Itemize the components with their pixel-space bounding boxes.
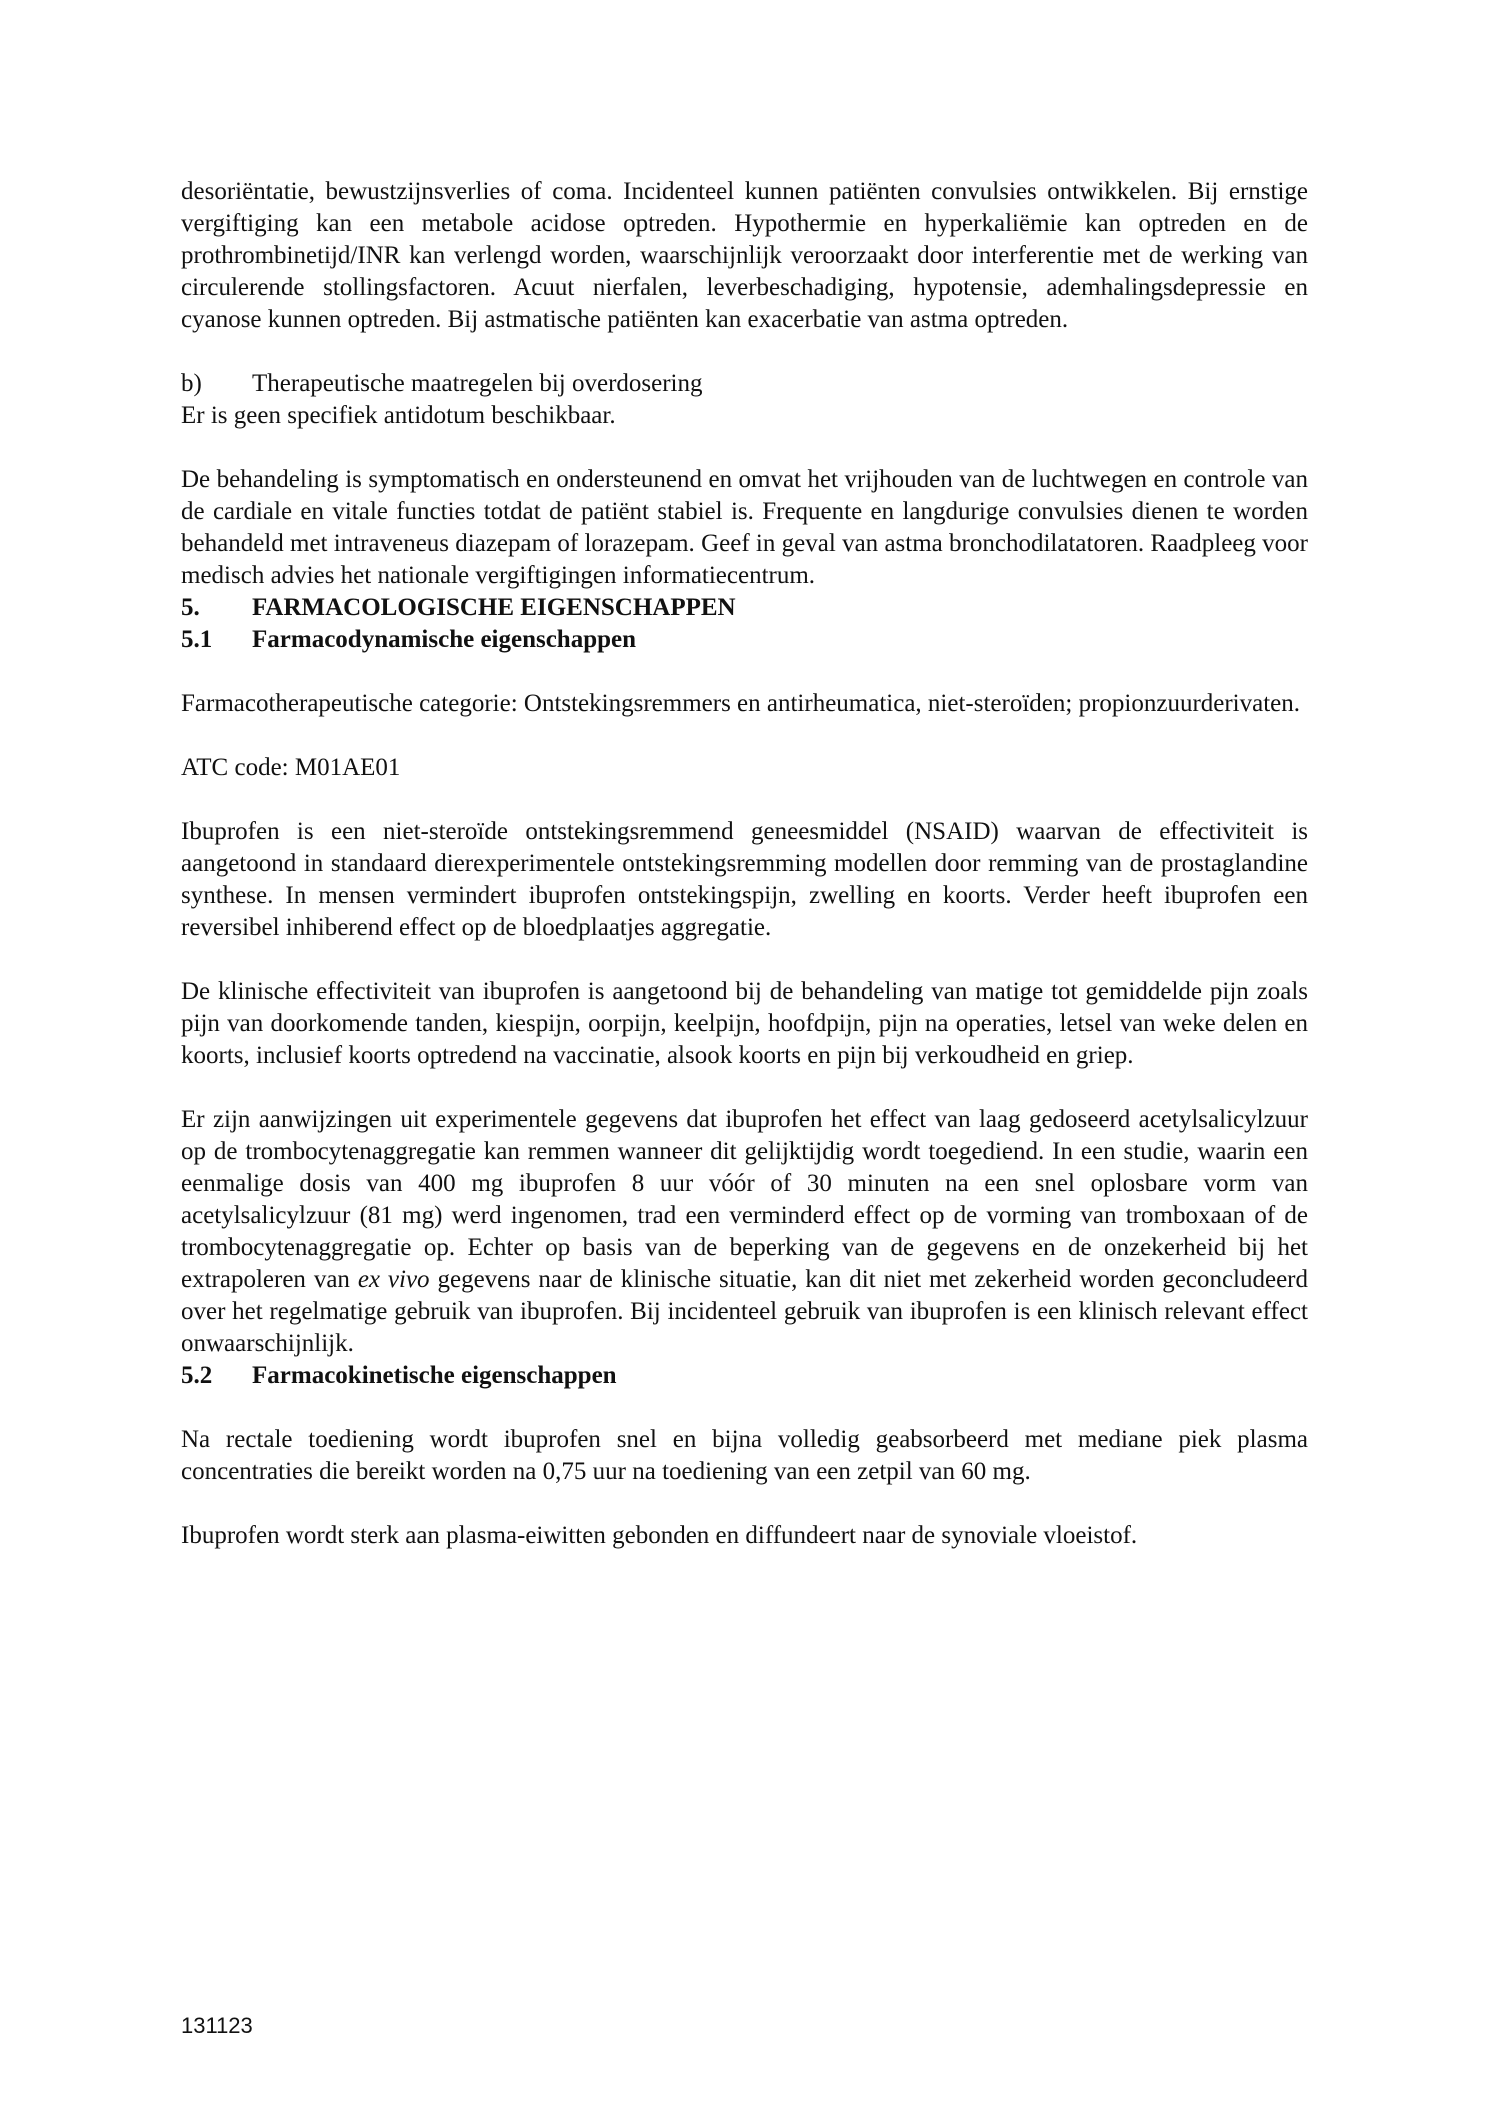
paragraph-treatment: De behandeling is symptomatisch en ondersteunend en omvat het vrijhouden van de luchtwegen en controle van de cardiale en vitale functies totdat de patiënt stabiel is. Frequente en langdurige convulsies dienen te worden behandeld met intraveneus diazepam of lorazepam. Geef in geval van astma bronchodilatatoren. Raadpleeg voor medisch advies het nationale vergiftigingen informatiecentrum. xyxy=(181,466,1308,589)
section-heading-5-2 xyxy=(181,1360,1308,1392)
page-footer-code: 131123 xyxy=(181,2013,253,2038)
paragraph-italic-term: ex vivo xyxy=(357,1266,430,1293)
paragraph-aspirin-interaction xyxy=(181,1104,1308,1360)
subheading-therapeutic-measures xyxy=(181,368,1308,400)
paragraph-antidote: Er is geen specifiek antidotum beschikbaar. xyxy=(181,402,616,429)
paragraph-atc-code: ATC code: M01AE01 xyxy=(181,754,401,781)
section-title: FARMACOLOGISCHE EIGENSCHAPPEN xyxy=(252,594,736,621)
paragraph-absorption: Na rectale toediening wordt ibuprofen snel en bijna volledig geabsorbeerd met mediane piek plasma concentraties die bereikt worden na 0,75 uur na toediening van een zetpil van 60 mg. xyxy=(181,1426,1308,1485)
paragraph-clinical-effectiveness: De klinische effectiviteit van ibuprofen is aangetoond bij de behandeling van matige tot gemiddelde pijn zoals pijn van doorkomende tanden, kiespijn, oorpijn, keelpijn, hoofdpijn, pijn na operaties, letsel van weke delen en koorts, inclusief koorts optredend na vaccinatie, alsook koorts en pijn bij verkoudheid en griep. xyxy=(181,978,1308,1069)
section-number: 5. xyxy=(181,594,200,621)
section-title: Farmacodynamische eigenschappen xyxy=(252,626,637,653)
paragraph-overdose-symptoms: desoriëntatie, bewustzijnsverlies of coma. Incidenteel kunnen patiënten convulsies ontwikkelen. Bij ernstige vergiftiging kan een metabole acidose optreden. Hypothermie en hyperkaliëmie kan optreden en de prothrombinetijd/INR kan verlengd worden, waarschijnlijk veroorzaakt door interferentie met de werking van circulerende stollingsfactoren. Acuut nierfalen, leverbeschadiging, hypotensie, ademhalingsdepressie en cyanose kunnen optreden. Bij astmatische patiënten kan exacerbatie van astma optreden. xyxy=(181,178,1308,333)
subheading-label: b) xyxy=(181,370,202,397)
paragraph-pharmacotherapeutic-category: Farmacotherapeutische categorie: Ontstekingsremmers en antirheumatica, niet-steroïden; propionzuurderivaten. xyxy=(181,690,1301,717)
paragraph-text-part: gegevens naar de klinische situatie, kan dit niet met zekerheid worden geconcludeerd over het regelmatige gebruik van ibuprofen. Bij incidenteel gebruik van ibuprofen is een klinisch relevant effect onwaarschijnlijk. xyxy=(181,1266,1309,1357)
section-heading-5-1 xyxy=(181,624,1308,656)
section-title: Farmacokinetische eigenschappen xyxy=(252,1362,617,1389)
section-number: 5.2 xyxy=(181,1362,213,1389)
subheading-title: Therapeutische maatregelen bij overdosering xyxy=(252,370,703,397)
section-number: 5.1 xyxy=(181,626,213,653)
paragraph-ibuprofen-mechanism: Ibuprofen is een niet-steroïde ontstekingsremmend geneesmiddel (NSAID) waarvan de effectiviteit is aangetoond in standaard dierexperimentele ontstekingsremming modellen door remming van de prostaglandine synthese. In mensen vermindert ibuprofen ontstekingspijn, zwelling en koorts. Verder heeft ibuprofen een reversibel inhiberend effect op de bloedplaatjes aggregatie. xyxy=(181,818,1308,941)
section-heading-5 xyxy=(181,592,1308,624)
paragraph-text-part: Er zijn aanwijzingen uit experimentele gegevens dat ibuprofen het effect van laag gedoseerd acetylsalicylzuur op de trombocytenaggregatie kan remmen wanneer dit gelijktijdig wordt toegediend. In een studie, waarin een eenmalige dosis van 400 mg ibuprofen 8 uur vóór of 30 minuten na een snel oplosbare vorm van acetylsalicylzuur (81 mg) werd ingenomen, trad een verminderd effect op de vorming van tromboxaan of de trombocytenaggregatie op. Echter op basis van de beperking van de gegevens en de onzekerheid bij het extrapoleren van xyxy=(181,1106,1308,1293)
paragraph-protein-binding: Ibuprofen wordt sterk aan plasma-eiwitten gebonden en diffundeert naar de synoviale vloeistof. xyxy=(181,1522,1138,1549)
page-content xyxy=(181,176,1308,1552)
